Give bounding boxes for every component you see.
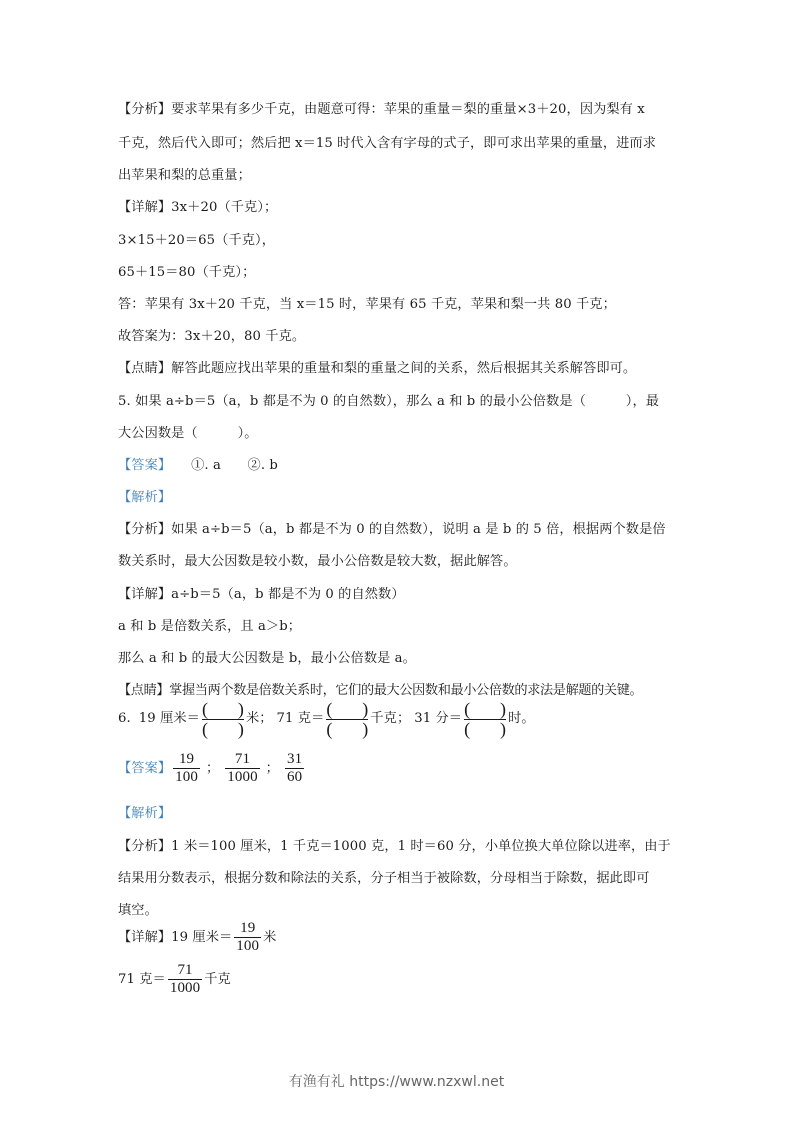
solution-line: a 和 b 是倍数关系，且 a＞b； (118, 619, 302, 634)
answer-fraction: $\frac{71}{1000}$ (227, 751, 258, 785)
answer-fraction: $\frac{19}{100}$ (175, 751, 198, 785)
blank-fraction[interactable]: ( ) ( ) (201, 698, 244, 739)
solution-line: 3×15＋20＝65（千克）， (118, 233, 275, 248)
solution-fraction: $\frac{71}{1000}$ (169, 962, 201, 996)
answer-text: ①. a ②. b (164, 458, 278, 473)
solution-line: 65＋15＝80（千克）； (118, 265, 256, 280)
q6-explanation-label: 【解析】 (118, 806, 172, 821)
solution-label: 【详解】 (118, 200, 172, 215)
key-point-label: 【点睛】 (118, 361, 172, 376)
solution-line: 那么 a 和 b 的最大公因数是 b，最小公倍数是 a。 (118, 651, 416, 666)
analysis-label: 【分析】 (118, 522, 172, 537)
solution-fraction: $\frac{19}{100}$ (236, 920, 260, 954)
analysis-line: 【分析】1 米＝100 厘米，1 千克＝1000 克，1 时＝60 分，小单位换大单位除以进率，由于 (118, 839, 671, 854)
q6-question-line: 6. 19 厘米＝ ( ) ( ) 米； 71 克＝ ( ) ( ) 千克； 31 分＝ ( ) ( ) 时。 (118, 697, 535, 741)
q6-answer-line: 【答案】 $\frac{19}{100}$ ； $\frac{71}{1000}$ ； $\frac{31}{60}$ (118, 751, 303, 785)
solution-line: 【详解】 19 厘米＝ $\frac{19}{100}$ 米 (118, 920, 277, 954)
solution-line: 【详解】3x＋20（千克）； (118, 200, 278, 215)
q5-explanation-label: 【解析】 (118, 490, 172, 505)
analysis-line: 【分析】如果 a÷b＝5（a，b 都是不为 0 的自然数），说明 a 是 b 的 5 倍，根据两个数是倍 (118, 522, 666, 537)
analysis-label: 【分析】 (118, 839, 172, 854)
analysis-line: 千克，然后代入即可；然后把 x＝15 时代入含有字母的式子，即可求出苹果的重量，进而求 (118, 136, 657, 151)
q6-number: 6. (118, 711, 131, 726)
q5-question-line: 5. 如果 a÷b＝5（a，b 都是不为 0 的自然数），那么 a 和 b 的最小公倍数是（ ），最 (118, 394, 660, 409)
solution-label: 【详解】 (118, 587, 172, 602)
analysis-line: 出苹果和梨的总重量； (118, 168, 251, 183)
solution-line: 【详解】a÷b＝5（a，b 都是不为 0 的自然数） (118, 587, 405, 602)
blank-fraction[interactable]: ( ) ( ) (464, 698, 507, 739)
blank-fraction[interactable]: ( ) ( ) (326, 698, 369, 739)
key-point-label: 【点睛】 (118, 683, 170, 698)
solution-line: 答：苹果有 3x＋20 千克，当 x＝15 时，苹果有 65 千克，苹果和梨一共 80 千克； (118, 297, 616, 312)
analysis-line: 填空。 (118, 903, 158, 918)
answer-label: 【答案】 (118, 458, 165, 473)
analysis-line: 【分析】要求苹果有多少千克，由题意可得：苹果的重量＝梨的重量×3＋20，因为梨有 x (118, 102, 645, 117)
analysis-line: 结果用分数表示，根据分数和除法的关系，分子相当于被除数，分母相当于除数，据此即可 (118, 871, 650, 886)
solution-line: 故答案为：3x＋20，80 千克。 (118, 329, 306, 344)
analysis-label: 【分析】 (118, 102, 172, 117)
q5-answer-line (118, 457, 278, 475)
q5-question-line: 大公因数是（ ）。 (118, 426, 258, 441)
solution-label: 【详解】 (118, 929, 172, 945)
solution-line: 71 克＝ $\frac{71}{1000}$ 千克 (118, 962, 231, 996)
answer-fraction: $\frac{31}{60}$ (286, 751, 303, 785)
key-point-line: 【点睛】掌握当两个数是倍数关系时，它们的最大公因数和最小公倍数的求法是解题的关键。 (118, 683, 643, 698)
answer-label: 【答案】 (118, 760, 172, 776)
key-point-line: 【点睛】解答此题应找出苹果的重量和梨的重量之间的关系，然后根据其关系解答即可。 (118, 361, 637, 376)
footer-watermark: 有渔有礼 https://www.nzxwl.net (288, 1074, 505, 1090)
analysis-line: 数关系时，最大公因数是较小数，最小公倍数是较大数，据此解答。 (118, 554, 517, 569)
